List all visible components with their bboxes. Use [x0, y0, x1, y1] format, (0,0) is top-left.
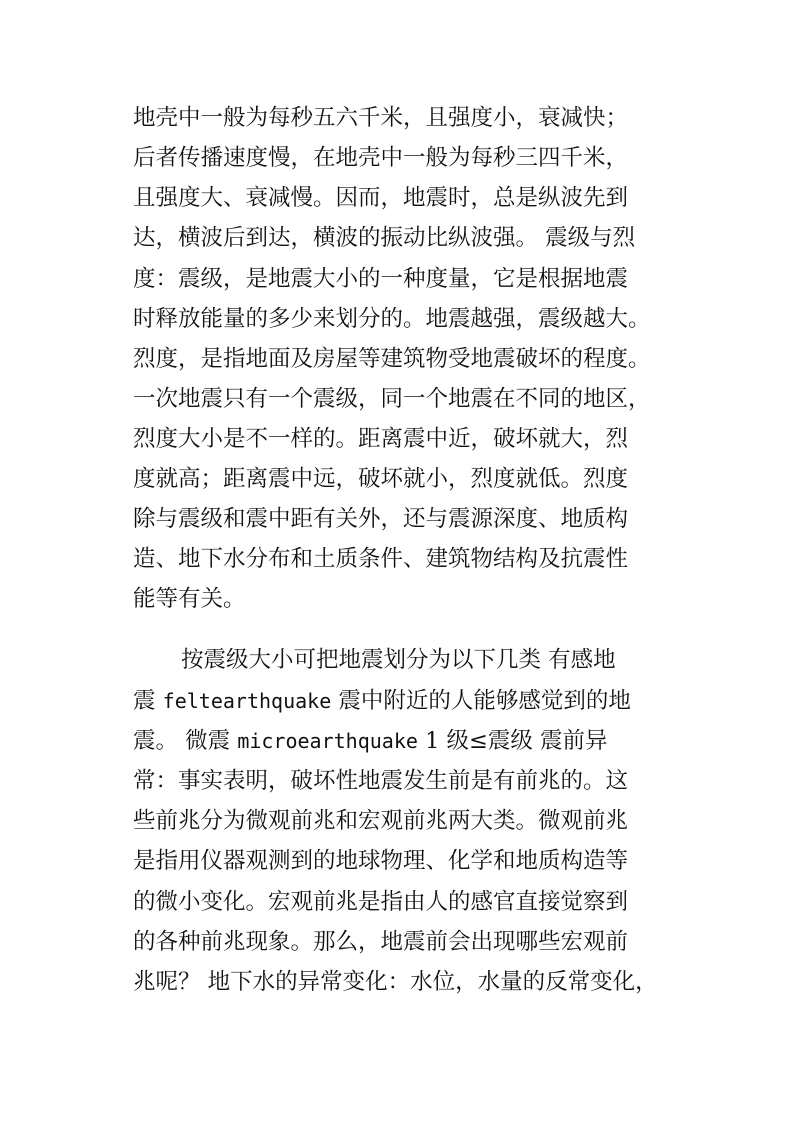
paragraph2-line-9: 兆呢？ 地下水的异常变化：水位，水量的反常变化，	[133, 969, 658, 995]
paragraph2-line-6: 是指用仪器观测到的地球物理、化学和地质构造等	[133, 848, 629, 874]
english-term: feltearthquake	[162, 689, 332, 713]
text-line-5: 度：震级，是地震大小的一种度量，它是根据地震	[133, 266, 629, 292]
english-term: microearthquake	[237, 729, 418, 753]
paragraph2-line-5: 些前兆分为微观前兆和宏观前兆两大类。微观前兆	[133, 808, 629, 834]
text-line-6: 时释放能量的多少来划分的。地震越强，震级越大。	[133, 306, 651, 332]
text-line-4: 达，横波后到达，横波的振动比纵波强。 震级与烈	[133, 225, 636, 251]
text-line-3: 且强度大、衰减慢。因而，地震时，总是纵波先到	[133, 185, 629, 211]
text-segment: 震。 微震	[133, 728, 238, 754]
text-line-10: 度就高；距离震中远，破坏就小，烈度就低。烈度	[133, 466, 629, 492]
text-line-9: 烈度大小是不一样的。距离震中近，破坏就大，烈	[133, 426, 629, 452]
text-line-1: 地壳中一般为每秒五六千米，且强度小，衰减快；	[133, 105, 629, 131]
text-line-12: 造、地下水分布和土质条件、建筑物结构及抗震性	[133, 546, 629, 572]
paragraph2-line-7: 的微小变化。宏观前兆是指由人的感官直接觉察到	[133, 889, 629, 915]
paragraph2-line-3	[133, 726, 608, 756]
paragraph2-line-4: 常：事实表明，破坏性地震发生前是有前兆的。这	[133, 768, 629, 794]
text-line-2: 后者传播速度慢，在地壳中一般为每秒三四千米，	[133, 145, 629, 171]
paragraph2-line-1: 按震级大小可把地震划分为以下几类 有感地	[181, 647, 616, 673]
text-segment: 震	[133, 688, 163, 714]
text-segment: 1 级≤震级 震前异	[417, 728, 608, 754]
text-line-8: 一次地震只有一个震级，同一个地震在不同的地区，	[133, 386, 651, 412]
paragraph2-line-8: 的各种前兆现象。那么，地震前会出现哪些宏观前	[133, 929, 629, 955]
text-segment: 震中附近的人能够感觉到的地	[331, 688, 631, 714]
text-line-7: 烈度，是指地面及房屋等建筑物受地震破坏的程度。	[133, 346, 651, 372]
text-line-13: 能等有关。	[133, 586, 246, 612]
text-line-11: 除与震级和震中距有关外，还与震源深度、地质构	[133, 506, 629, 532]
paragraph2-line-2	[133, 686, 631, 716]
